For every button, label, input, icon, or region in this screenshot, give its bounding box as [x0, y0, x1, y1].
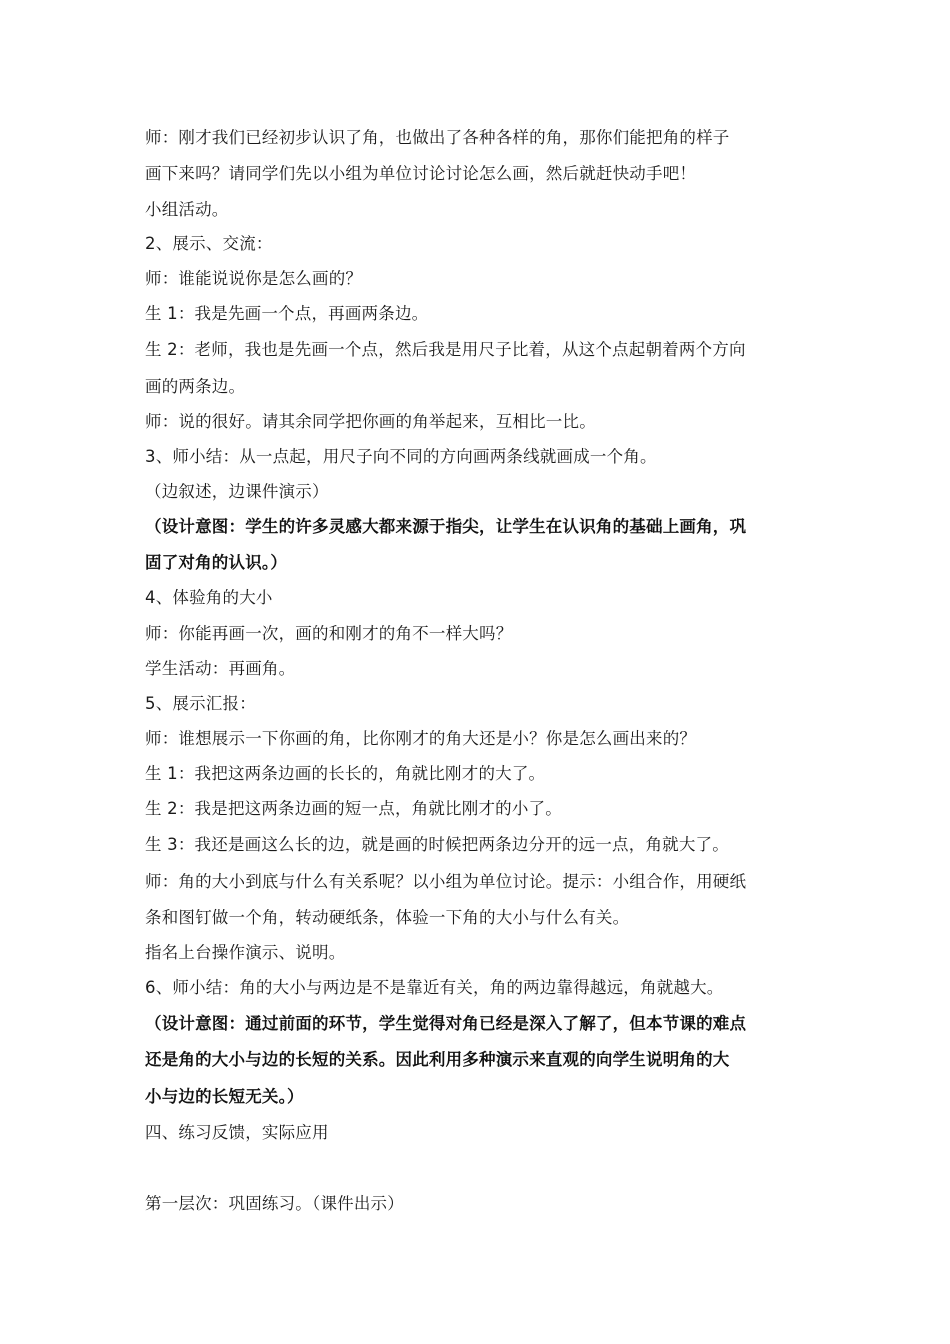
text-line: 生 2：我是把这两条边画的短一点，角就比刚才的小了。 — [145, 799, 562, 818]
text-line: 小组活动。 — [145, 200, 229, 219]
section-heading: 四、练习反馈，实际应用 — [145, 1123, 329, 1142]
text-line: 生 2：老师，我也是先画一个点，然后我是用尺子比着，从这个点起朝着两个方向 — [145, 340, 746, 359]
text-line: 4、体验角的大小 — [145, 588, 273, 607]
text-line: 师：角的大小到底与什么有关系呢？以小组为单位讨论。提示：小组合作，用硬纸 — [145, 872, 747, 891]
design-intent-line: 固了对角的认识。） — [145, 553, 288, 572]
text-line: 生 1：我把这两条边画的长长的，角就比刚才的大了。 — [145, 764, 546, 783]
text-line: 2、展示、交流： — [145, 234, 273, 253]
text-line: 第一层次：巩固练习。（课件出示） — [145, 1194, 404, 1213]
text-line: 3、师小结：从一点起，用尺子向不同的方向画两条线就画成一个角。 — [145, 447, 657, 466]
text-line: 师：说的很好。请其余同学把你画的角举起来，互相比一比。 — [145, 412, 596, 431]
design-intent-line: 还是角的大小与边的长短的关系。因此利用多种演示来直观的向学生说明角的大 — [145, 1050, 730, 1069]
text-line: 5、展示汇报： — [145, 694, 256, 713]
text-line: （边叙述，边课件演示） — [145, 482, 329, 501]
design-intent-line: （设计意图：学生的许多灵感大都来源于指尖，让学生在认识角的基础上画角，巩 — [145, 517, 747, 536]
text-line: 师：谁能说说你是怎么画的？ — [145, 269, 363, 288]
design-intent-line: （设计意图：通过前面的环节，学生觉得对角已经是深入了解了，但本节课的难点 — [145, 1014, 747, 1033]
text-line: 6、师小结：角的大小与两边是不是靠近有关，角的两边靠得越远，角就越大。 — [145, 978, 724, 997]
text-line: 画下来吗？请同学们先以小组为单位讨论讨论怎么画，然后就赶快动手吧！ — [145, 164, 697, 183]
text-line: 画的两条边。 — [145, 377, 246, 396]
text-line: 师：刚才我们已经初步认识了角，也做出了各种各样的角，那你们能把角的样子 — [145, 128, 730, 147]
text-line: 生 3：我还是画这么长的边，就是画的时候把两条边分开的远一点，角就大了。 — [145, 835, 729, 854]
text-line: 学生活动：再画角。 — [145, 659, 296, 678]
text-line: 条和图钉做一个角，转动硬纸条，体验一下角的大小与什么有关。 — [145, 908, 630, 927]
design-intent-line: 小与边的长短无关。） — [145, 1087, 304, 1106]
text-line: 师：你能再画一次，画的和刚才的角不一样大吗？ — [145, 624, 513, 643]
text-line: 指名上台操作演示、说明。 — [145, 943, 346, 962]
text-line: 师：谁想展示一下你画的角，比你刚才的角大还是小？你是怎么画出来的？ — [145, 729, 697, 748]
text-line: 生 1：我是先画一个点，再画两条边。 — [145, 304, 429, 323]
